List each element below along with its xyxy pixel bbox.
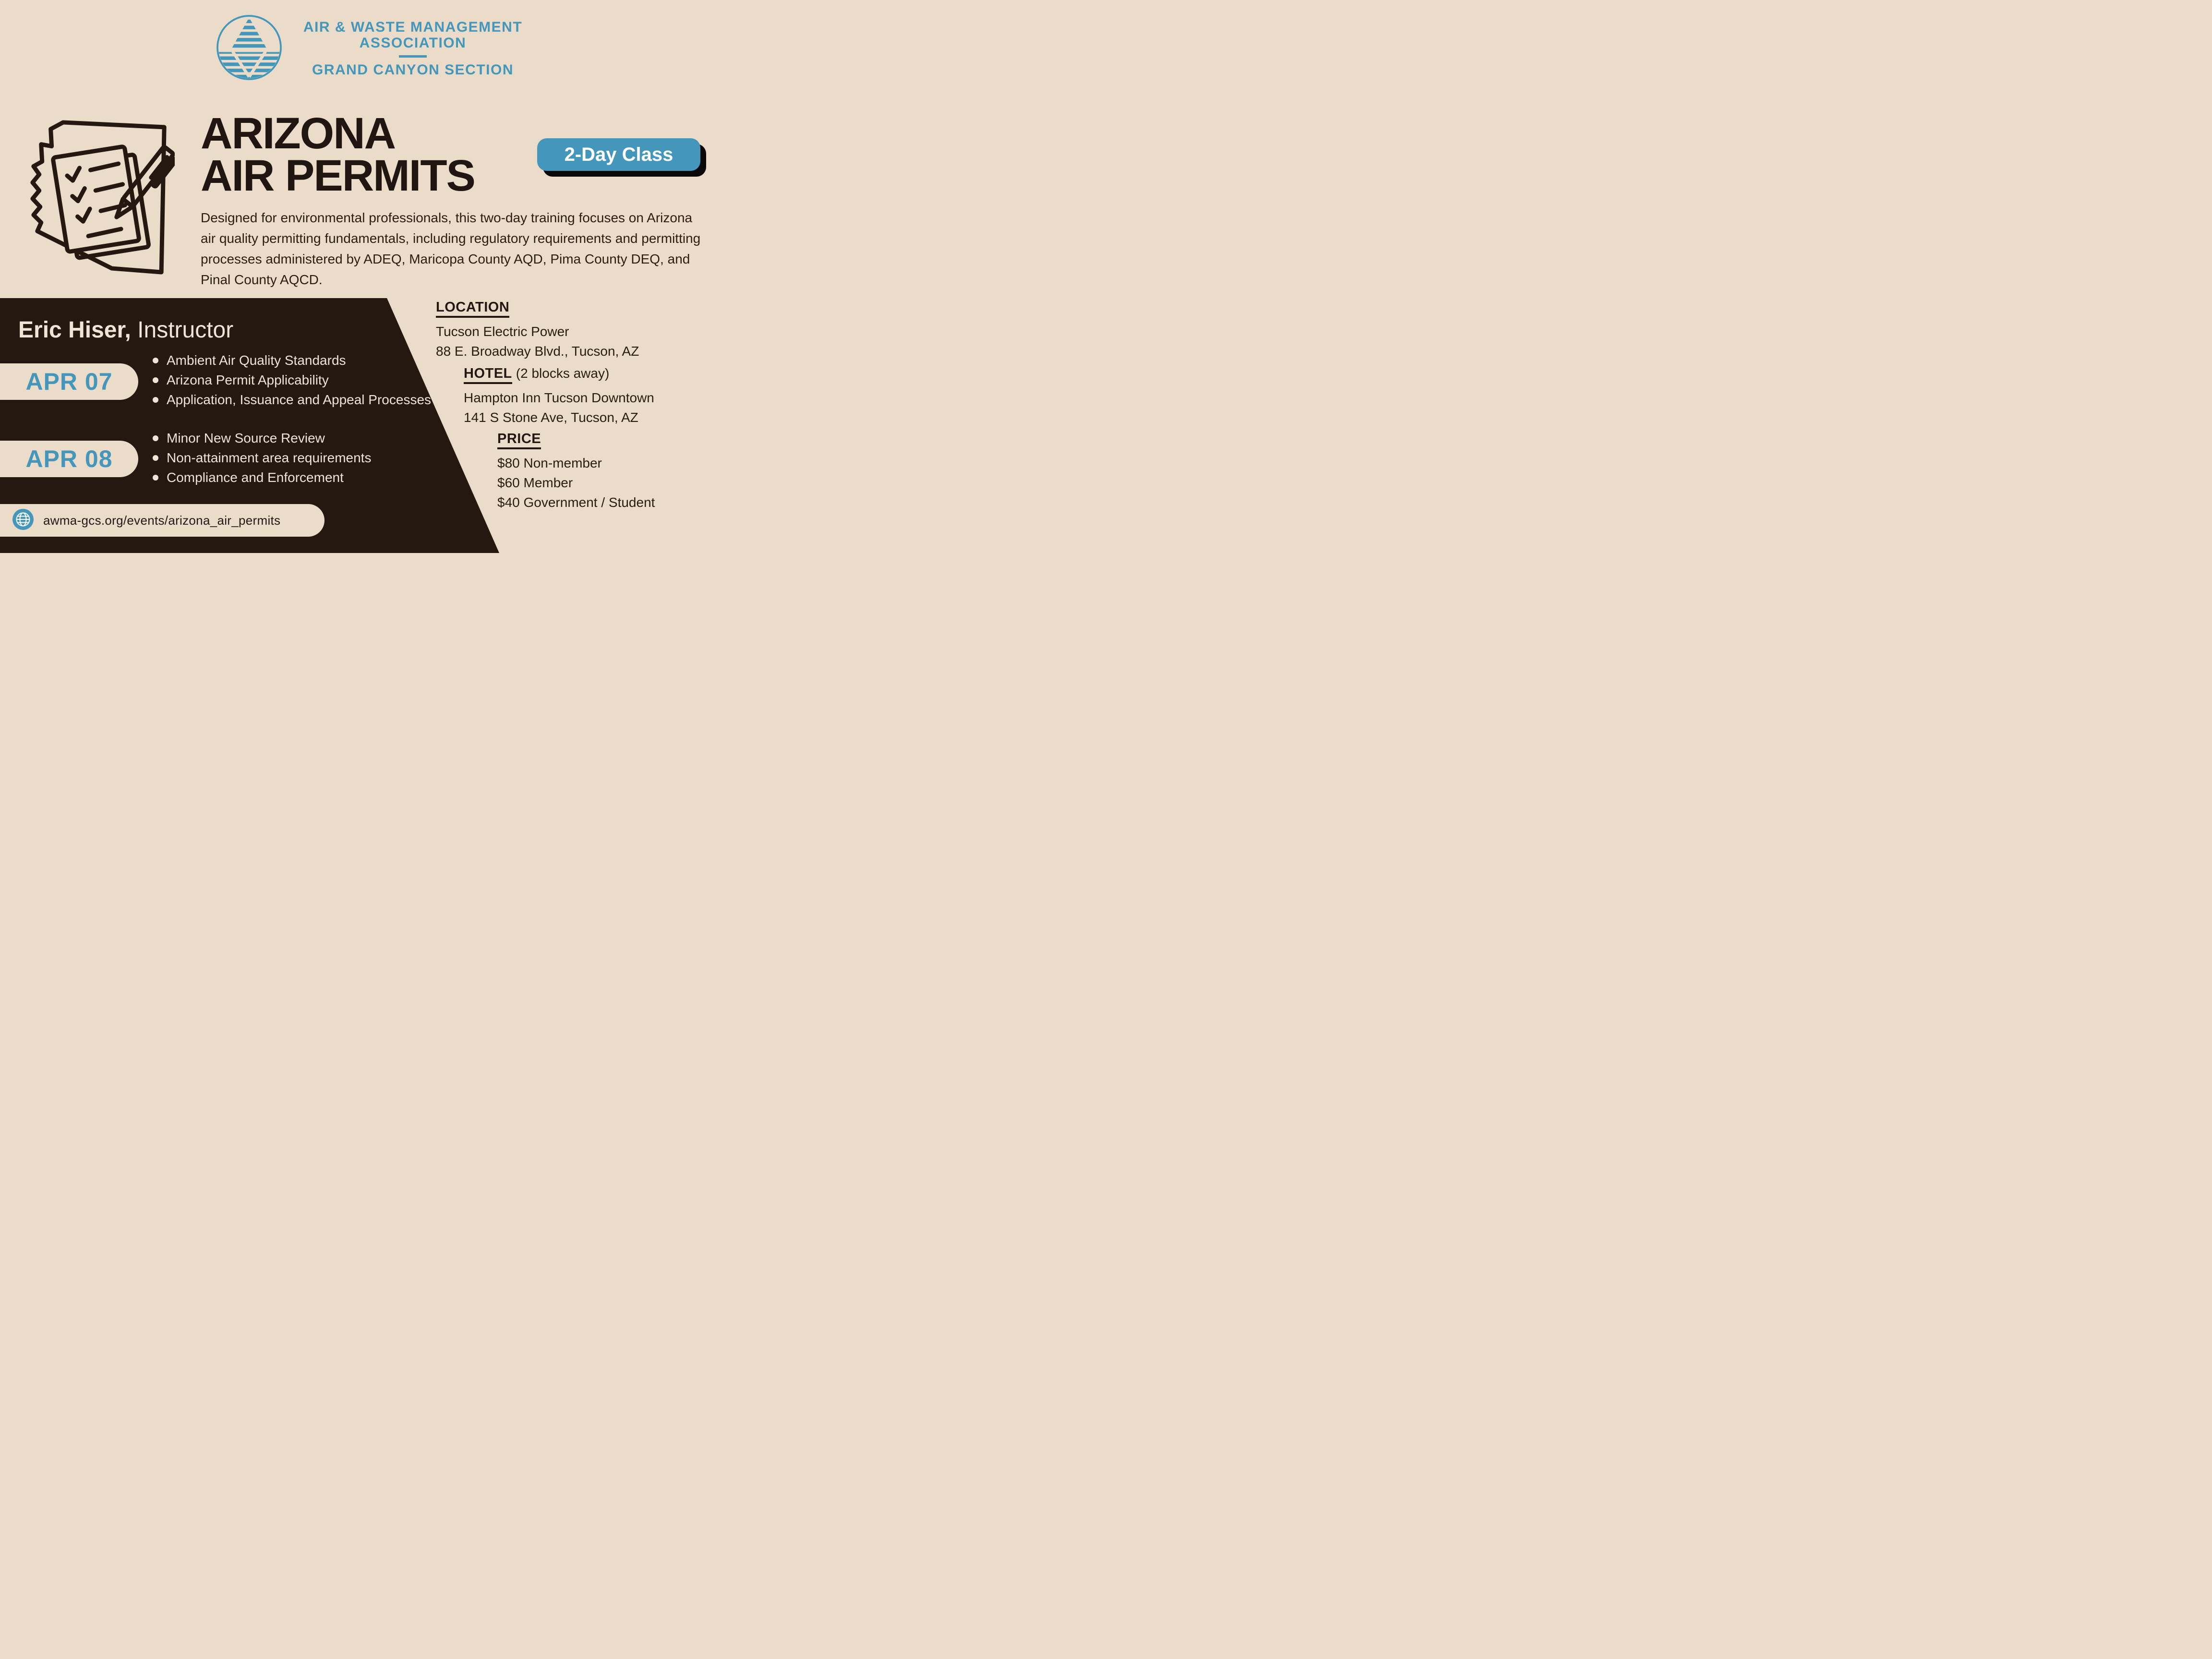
date-label-apr07: APR 07: [25, 368, 113, 395]
price-block: [497, 431, 655, 512]
topic-text: Minor New Source Review: [167, 430, 325, 445]
title-line2: AIR PERMITS: [201, 151, 475, 200]
price-nonmember: $80 Non-member: [497, 456, 602, 470]
topic-list-apr08: [153, 428, 371, 487]
bullet-icon: [153, 358, 158, 363]
badge-wrap: [537, 138, 700, 171]
title-line1: ARIZONA: [201, 109, 396, 158]
hotel-note: (2 blocks away): [516, 366, 610, 381]
hotel-address: 141 S Stone Ave, Tucson, AZ: [464, 410, 638, 425]
instructor-line: [18, 317, 233, 343]
page-title: [201, 109, 475, 200]
date-pill-apr08: [0, 441, 138, 477]
price-member: $60 Member: [497, 475, 573, 490]
list-item: [153, 468, 371, 487]
topic-text: Application, Issuance and Appeal Processes: [167, 392, 432, 407]
globe-icon: [12, 509, 34, 532]
date-pill-apr07: [0, 363, 138, 400]
bullet-icon: [153, 397, 158, 403]
location-address: 88 E. Broadway Blvd., Tucson, AZ: [436, 344, 639, 359]
hotel-heading: HOTEL: [464, 366, 512, 384]
list-item: [153, 350, 431, 370]
header: [0, 13, 737, 84]
bullet-icon: [153, 377, 158, 383]
price-heading: PRICE: [497, 431, 541, 449]
topic-text: Arizona Permit Applicability: [167, 372, 329, 387]
org-name-line2: ASSOCIATION: [359, 35, 467, 51]
org-title-block: [303, 19, 522, 78]
location-heading: LOCATION: [436, 300, 509, 318]
instructor-name: Eric Hiser,: [18, 317, 131, 343]
location-venue: Tucson Electric Power: [436, 324, 569, 339]
topic-list-apr07: [153, 350, 431, 409]
two-day-class-badge: 2-Day Class: [537, 138, 700, 171]
flyer-canvas: [0, 0, 737, 553]
org-section-name: GRAND CANYON SECTION: [312, 62, 514, 78]
org-divider: [399, 55, 427, 58]
org-name-line1: AIR & WASTE MANAGEMENT: [303, 19, 523, 35]
hotel-name: Hampton Inn Tucson Downtown: [464, 390, 654, 405]
arizona-checklist-icon: [22, 114, 175, 280]
event-url: awma-gcs.org/events/arizona_air_permits: [43, 513, 281, 528]
bullet-icon: [153, 435, 158, 441]
instructor-role: Instructor: [137, 317, 234, 343]
location-block: [436, 300, 639, 361]
price-government-student: $40 Government / Student: [497, 495, 655, 510]
topic-text: Ambient Air Quality Standards: [167, 352, 346, 368]
list-item: [153, 448, 371, 468]
list-item: [153, 428, 371, 448]
bullet-icon: [153, 475, 158, 481]
list-item: [153, 370, 431, 390]
list-item: [153, 390, 431, 409]
awma-globe-logo-icon: [215, 13, 283, 84]
topic-text: Non-attainment area requirements: [167, 450, 372, 465]
bullet-icon: [153, 455, 158, 461]
course-description: Designed for environmental professionals, this two-day training focuses on Arizona air quality permitting fundamentals, including regulatory requirements and permitting processes administered by ADEQ, Maricopa County AQD, Pima County DEQ, and Pinal County AQCD.: [201, 210, 701, 287]
url-pill[interactable]: [0, 504, 325, 537]
date-label-apr08: APR 08: [25, 445, 113, 472]
topic-text: Compliance and Enforcement: [167, 469, 344, 485]
hotel-block: [464, 366, 654, 427]
